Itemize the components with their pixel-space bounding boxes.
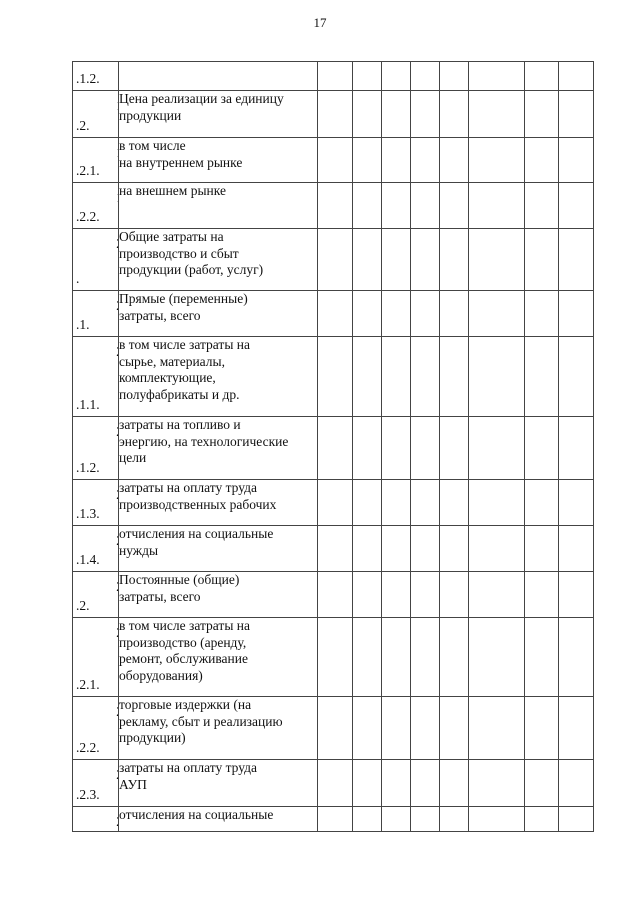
value-cell[interactable] (411, 183, 440, 229)
table-row (73, 526, 594, 572)
row-label-cell (119, 417, 318, 480)
value-cell[interactable] (353, 91, 382, 138)
row-number: .2. (76, 117, 90, 133)
value-cell[interactable] (440, 183, 469, 229)
value-cell[interactable] (525, 480, 559, 526)
table-row (73, 291, 594, 337)
value-cell[interactable] (411, 526, 440, 572)
row-number-cell (73, 229, 119, 291)
value-cell[interactable] (353, 480, 382, 526)
value-cell[interactable] (469, 291, 525, 337)
value-cell[interactable] (525, 807, 559, 832)
value-cell[interactable] (382, 572, 411, 618)
row-label: Прямые (переменные) затраты, всего (119, 291, 248, 323)
value-cell[interactable] (382, 480, 411, 526)
value-cell[interactable] (469, 526, 525, 572)
row-label-cell (119, 229, 318, 291)
row-number-cell (73, 138, 119, 183)
value-cell[interactable] (382, 618, 411, 697)
value-cell[interactable] (525, 572, 559, 618)
value-cell[interactable] (440, 291, 469, 337)
value-cell[interactable] (469, 572, 525, 618)
row-label-cell (119, 480, 318, 526)
value-cell[interactable] (318, 480, 353, 526)
cost-table (72, 61, 594, 832)
value-cell[interactable] (469, 91, 525, 138)
value-cell[interactable] (469, 62, 525, 91)
row-label: затраты на оплату труда производственных рабочих (119, 480, 277, 512)
value-cell[interactable] (440, 618, 469, 697)
row-label: на внешнем рынке (119, 183, 226, 198)
row-label-cell (119, 618, 318, 697)
row-number-fragment (116, 236, 118, 253)
row-label-cell (119, 138, 318, 183)
value-cell[interactable] (440, 91, 469, 138)
value-cell[interactable] (353, 291, 382, 337)
value-cell[interactable] (469, 807, 525, 832)
value-cell[interactable] (353, 572, 382, 618)
value-cell[interactable] (559, 138, 594, 183)
row-label-cell (119, 572, 318, 618)
value-cell[interactable] (559, 229, 594, 291)
value-cell[interactable] (353, 526, 382, 572)
row-number-fragment (116, 704, 118, 721)
value-cell[interactable] (382, 138, 411, 183)
value-cell[interactable] (353, 138, 382, 183)
table-row (73, 229, 594, 291)
value-cell[interactable] (411, 760, 440, 807)
value-cell[interactable] (382, 229, 411, 291)
row-label: затраты на оплату труда АУП (119, 760, 257, 792)
value-cell[interactable] (318, 807, 353, 832)
value-cell[interactable] (353, 337, 382, 417)
row-number-cell (73, 807, 119, 832)
value-cell[interactable] (469, 760, 525, 807)
row-number: .2.1. (76, 676, 100, 692)
table-row (73, 62, 594, 91)
table-row (73, 572, 594, 618)
row-label-cell (119, 291, 318, 337)
value-cell[interactable] (411, 480, 440, 526)
value-cell[interactable] (382, 417, 411, 480)
value-cell[interactable] (318, 138, 353, 183)
value-cell[interactable] (525, 138, 559, 183)
value-cell[interactable] (411, 697, 440, 760)
row-number: .1.3. (76, 505, 100, 521)
row-number-fragment (116, 98, 118, 115)
value-cell[interactable] (525, 91, 559, 138)
value-cell[interactable] (440, 229, 469, 291)
value-cell[interactable] (411, 91, 440, 138)
value-cell[interactable] (382, 697, 411, 760)
value-cell[interactable] (469, 417, 525, 480)
row-number: .1.4. (76, 551, 100, 567)
value-cell[interactable] (318, 697, 353, 760)
value-cell[interactable] (353, 229, 382, 291)
row-label-cell (119, 183, 318, 229)
value-cell[interactable] (525, 183, 559, 229)
row-number-cell (73, 760, 119, 807)
row-number-fragment (116, 579, 118, 596)
value-cell[interactable] (353, 697, 382, 760)
value-cell[interactable] (559, 291, 594, 337)
row-number-fragment (116, 814, 118, 831)
row-number-cell (73, 697, 119, 760)
row-number: .1.2. (76, 459, 100, 475)
row-label-cell (119, 62, 318, 91)
value-cell[interactable] (353, 618, 382, 697)
row-label: в том числе затраты на производство (аренду, ремонт, обслуживание оборудования) (119, 618, 250, 683)
row-label: отчисления на социальные нужды (119, 526, 274, 558)
value-cell[interactable] (440, 807, 469, 832)
row-number-cell (73, 62, 119, 91)
row-label: Постоянные (общие) затраты, всего (119, 572, 240, 604)
row-number-fragment (116, 145, 118, 162)
value-cell[interactable] (559, 337, 594, 417)
value-cell[interactable] (440, 138, 469, 183)
row-label: в том числе затраты на сырье, материалы, комплектующие, полуфабрикаты и др. (119, 337, 250, 402)
value-cell[interactable] (559, 480, 594, 526)
value-cell[interactable] (559, 807, 594, 832)
value-cell[interactable] (525, 618, 559, 697)
value-cell[interactable] (382, 62, 411, 91)
value-cell[interactable] (382, 807, 411, 832)
value-cell[interactable] (411, 417, 440, 480)
value-cell[interactable] (318, 760, 353, 807)
value-cell[interactable] (469, 138, 525, 183)
row-number-fragment (116, 424, 118, 441)
row-number: . (76, 270, 80, 286)
value-cell[interactable] (525, 291, 559, 337)
table-row (73, 480, 594, 526)
row-number: .2.2. (76, 739, 100, 755)
row-label-cell (119, 337, 318, 417)
row-label: отчисления на социальные (119, 807, 274, 822)
value-cell[interactable] (318, 618, 353, 697)
value-cell[interactable] (469, 618, 525, 697)
value-cell[interactable] (559, 618, 594, 697)
value-cell[interactable] (469, 697, 525, 760)
row-number-cell (73, 480, 119, 526)
value-cell[interactable] (559, 697, 594, 760)
value-cell[interactable] (318, 337, 353, 417)
value-cell[interactable] (411, 229, 440, 291)
row-number-cell (73, 337, 119, 417)
value-cell[interactable] (353, 183, 382, 229)
value-cell[interactable] (353, 760, 382, 807)
row-number-cell (73, 572, 119, 618)
value-cell[interactable] (559, 91, 594, 138)
row-number-fragment (116, 298, 118, 315)
row-number-fragment (116, 487, 118, 504)
row-number-cell (73, 618, 119, 697)
value-cell[interactable] (559, 62, 594, 91)
value-cell[interactable] (559, 760, 594, 807)
table-row (73, 417, 594, 480)
value-cell[interactable] (469, 480, 525, 526)
value-cell[interactable] (525, 62, 559, 91)
value-cell[interactable] (525, 229, 559, 291)
row-number: .2. (76, 597, 90, 613)
value-cell[interactable] (318, 91, 353, 138)
value-cell[interactable] (411, 337, 440, 417)
value-cell[interactable] (318, 183, 353, 229)
row-label-cell (119, 526, 318, 572)
value-cell[interactable] (440, 760, 469, 807)
value-cell[interactable] (382, 337, 411, 417)
row-label-cell (119, 760, 318, 807)
value-cell[interactable] (440, 480, 469, 526)
row-number-fragment (116, 625, 118, 642)
value-cell[interactable] (469, 229, 525, 291)
table-row (73, 807, 594, 832)
value-cell[interactable] (382, 760, 411, 807)
row-number-cell (73, 291, 119, 337)
row-number: .2.2. (76, 208, 100, 224)
value-cell[interactable] (318, 62, 353, 91)
row-label: затраты на топливо и энергию, на технологические цели (119, 417, 289, 465)
value-cell[interactable] (318, 229, 353, 291)
value-cell[interactable] (318, 572, 353, 618)
value-cell[interactable] (469, 337, 525, 417)
value-cell[interactable] (440, 417, 469, 480)
table-row (73, 91, 594, 138)
table-row (73, 697, 594, 760)
row-number-cell (73, 183, 119, 229)
value-cell[interactable] (411, 807, 440, 832)
value-cell[interactable] (440, 526, 469, 572)
row-number: .1.2. (76, 70, 100, 86)
row-label-cell (119, 91, 318, 138)
table-body (73, 62, 594, 832)
value-cell[interactable] (411, 62, 440, 91)
row-number-cell (73, 417, 119, 480)
value-cell[interactable] (411, 291, 440, 337)
value-cell[interactable] (382, 91, 411, 138)
value-cell[interactable] (525, 760, 559, 807)
value-cell[interactable] (440, 337, 469, 417)
value-cell[interactable] (469, 183, 525, 229)
page-number: 17 (313, 15, 327, 30)
row-number: .1.1. (76, 396, 100, 412)
value-cell[interactable] (525, 526, 559, 572)
value-cell[interactable] (318, 417, 353, 480)
value-cell[interactable] (525, 697, 559, 760)
row-number-cell (73, 526, 119, 572)
row-label-cell (119, 697, 318, 760)
value-cell[interactable] (525, 417, 559, 480)
row-number: .1. (76, 316, 90, 332)
value-cell[interactable] (353, 62, 382, 91)
value-cell[interactable] (440, 62, 469, 91)
row-number-fragment (116, 767, 118, 784)
value-cell[interactable] (353, 807, 382, 832)
row-number: .2.1. (76, 162, 100, 178)
table-row (73, 183, 594, 229)
value-cell[interactable] (559, 572, 594, 618)
row-number-fragment (116, 190, 118, 207)
value-cell[interactable] (440, 572, 469, 618)
value-cell[interactable] (411, 618, 440, 697)
row-number: .2.3. (76, 786, 100, 802)
value-cell[interactable] (382, 183, 411, 229)
row-label: в том числе на внутреннем рынке (119, 138, 243, 170)
row-label: Цена реализации за единицу продукции (119, 91, 284, 123)
table-row (73, 618, 594, 697)
table-row (73, 760, 594, 807)
table-row (73, 138, 594, 183)
value-cell[interactable] (318, 291, 353, 337)
value-cell[interactable] (559, 183, 594, 229)
value-cell[interactable] (353, 417, 382, 480)
value-cell[interactable] (440, 697, 469, 760)
table-row (73, 337, 594, 417)
value-cell[interactable] (525, 337, 559, 417)
value-cell[interactable] (411, 138, 440, 183)
row-label: Общие затраты на производство и сбыт продукции (работ, услуг) (119, 229, 264, 277)
value-cell[interactable] (318, 526, 353, 572)
value-cell[interactable] (382, 526, 411, 572)
value-cell[interactable] (382, 291, 411, 337)
row-label: торговые издержки (на рекламу, сбыт и реализацию продукции) (119, 697, 283, 745)
value-cell[interactable] (559, 526, 594, 572)
row-number-fragment (116, 533, 118, 550)
row-number-cell (73, 91, 119, 138)
row-label-cell (119, 807, 318, 832)
value-cell[interactable] (411, 572, 440, 618)
value-cell[interactable] (559, 417, 594, 480)
row-number-fragment (116, 344, 118, 361)
